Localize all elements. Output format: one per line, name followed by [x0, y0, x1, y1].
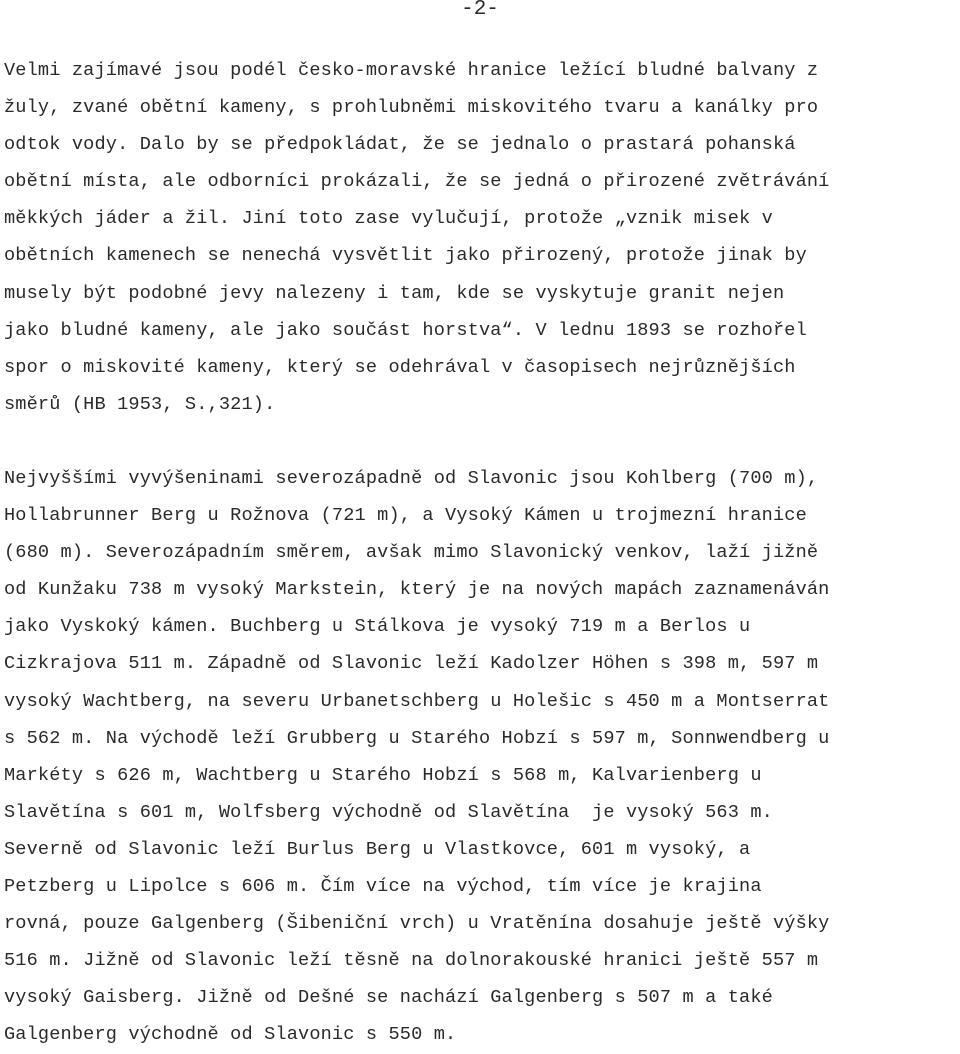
text-line: Hollabrunner Berg u Rožnova (721 m), a Vysoký Kámen u trojmezní hranice	[4, 505, 807, 527]
text-line: musely být podobné jevy nalezeny i tam, kde se vyskytuje granit nejen	[4, 282, 785, 304]
text-line: odtok vody. Dalo by se předpokládat, že se jednalo o prastará pohanská	[4, 134, 796, 156]
text-line: Slavětína s 601 m, Wolfsberg východně od Slavětína je vysoký 563 m.	[4, 801, 773, 823]
text-line: obětní místa, ale odborníci prokázali, že se jedná o přirozené zvětrávání	[4, 171, 830, 193]
text-line: Galgenberg východně od Slavonic s 550 m.	[4, 1024, 457, 1046]
text-line: (680 m). Severozápadním směrem, avšak mimo Slavonický venkov, laží jižně	[4, 542, 819, 564]
text-line: Nejvyššími vyvýšeninami severozápadně od Slavonic jsou Kohlberg (700 m),	[4, 468, 819, 489]
text-line: Cizkrajova 511 m. Západně od Slavonic leží Kadolzer Höhen s 398 m, 597 m	[4, 653, 819, 675]
text-line: vysoký Gaisberg. Jižně od Dešné se nachází Galgenberg s 507 m a také	[4, 987, 773, 1009]
page-number: -2-	[461, 0, 499, 21]
text-line: vysoký Wachtberg, na severu Urbanetschberg u Holešic s 450 m a Montserrat	[4, 690, 830, 712]
text-line: měkkých jáder a žil. Jiní toto zase vylučují, protože „vznik misek v	[4, 208, 773, 230]
text-line: jako bludné kameny, ale jako součást horstva“. V lednu 1893 se rozhořel	[4, 319, 807, 341]
text-line: obětních kamenech se nenechá vysvětlit jako přirozený, protože jinak by	[4, 245, 807, 267]
text-line: Petzberg u Lipolce s 606 m. Čím více na východ, tím více je krajina	[4, 876, 762, 898]
text-line: 516 m. Jižně od Slavonic leží těsně na dolnorakouské hranici ještě 557 m	[4, 950, 819, 972]
paragraph-elevations	[4, 460, 960, 1054]
text-line: žuly, zvané obětní kameny, s prohlubněmi miskovitého tvaru a kanálky pro	[4, 97, 819, 119]
text-line: Markéty s 626 m, Wachtberg u Starého Hobzí s 568 m, Kalvarienberg u	[4, 764, 762, 786]
text-line: směrů (HB 1953, S.,321).	[4, 393, 276, 415]
text-line: Velmi zajímavé jsou podél česko-moravské hranice ležící bludné balvany z	[4, 60, 819, 81]
paragraph-erratic-boulders	[4, 52, 960, 423]
text-line: s 562 m. Na východě leží Grubberg u Starého Hobzí s 597 m, Sonnwendberg u	[4, 727, 830, 749]
text-line: spor o miskovité kameny, který se odehrával v časopisech nejrůznějších	[4, 356, 796, 378]
text-line: Severně od Slavonic leží Burlus Berg u Vlastkovce, 601 m vysoký, a	[4, 838, 751, 860]
text-line: jako Vyskoký kámen. Buchberg u Stálkova je vysoký 719 m a Berlos u	[4, 616, 751, 638]
text-line: rovná, pouze Galgenberg (Šibeniční vrch) u Vratěnína dosahuje ještě výšky	[4, 913, 830, 935]
text-line: od Kunžaku 738 m vysoký Markstein, který je na nových mapách zaznamenáván	[4, 579, 830, 601]
